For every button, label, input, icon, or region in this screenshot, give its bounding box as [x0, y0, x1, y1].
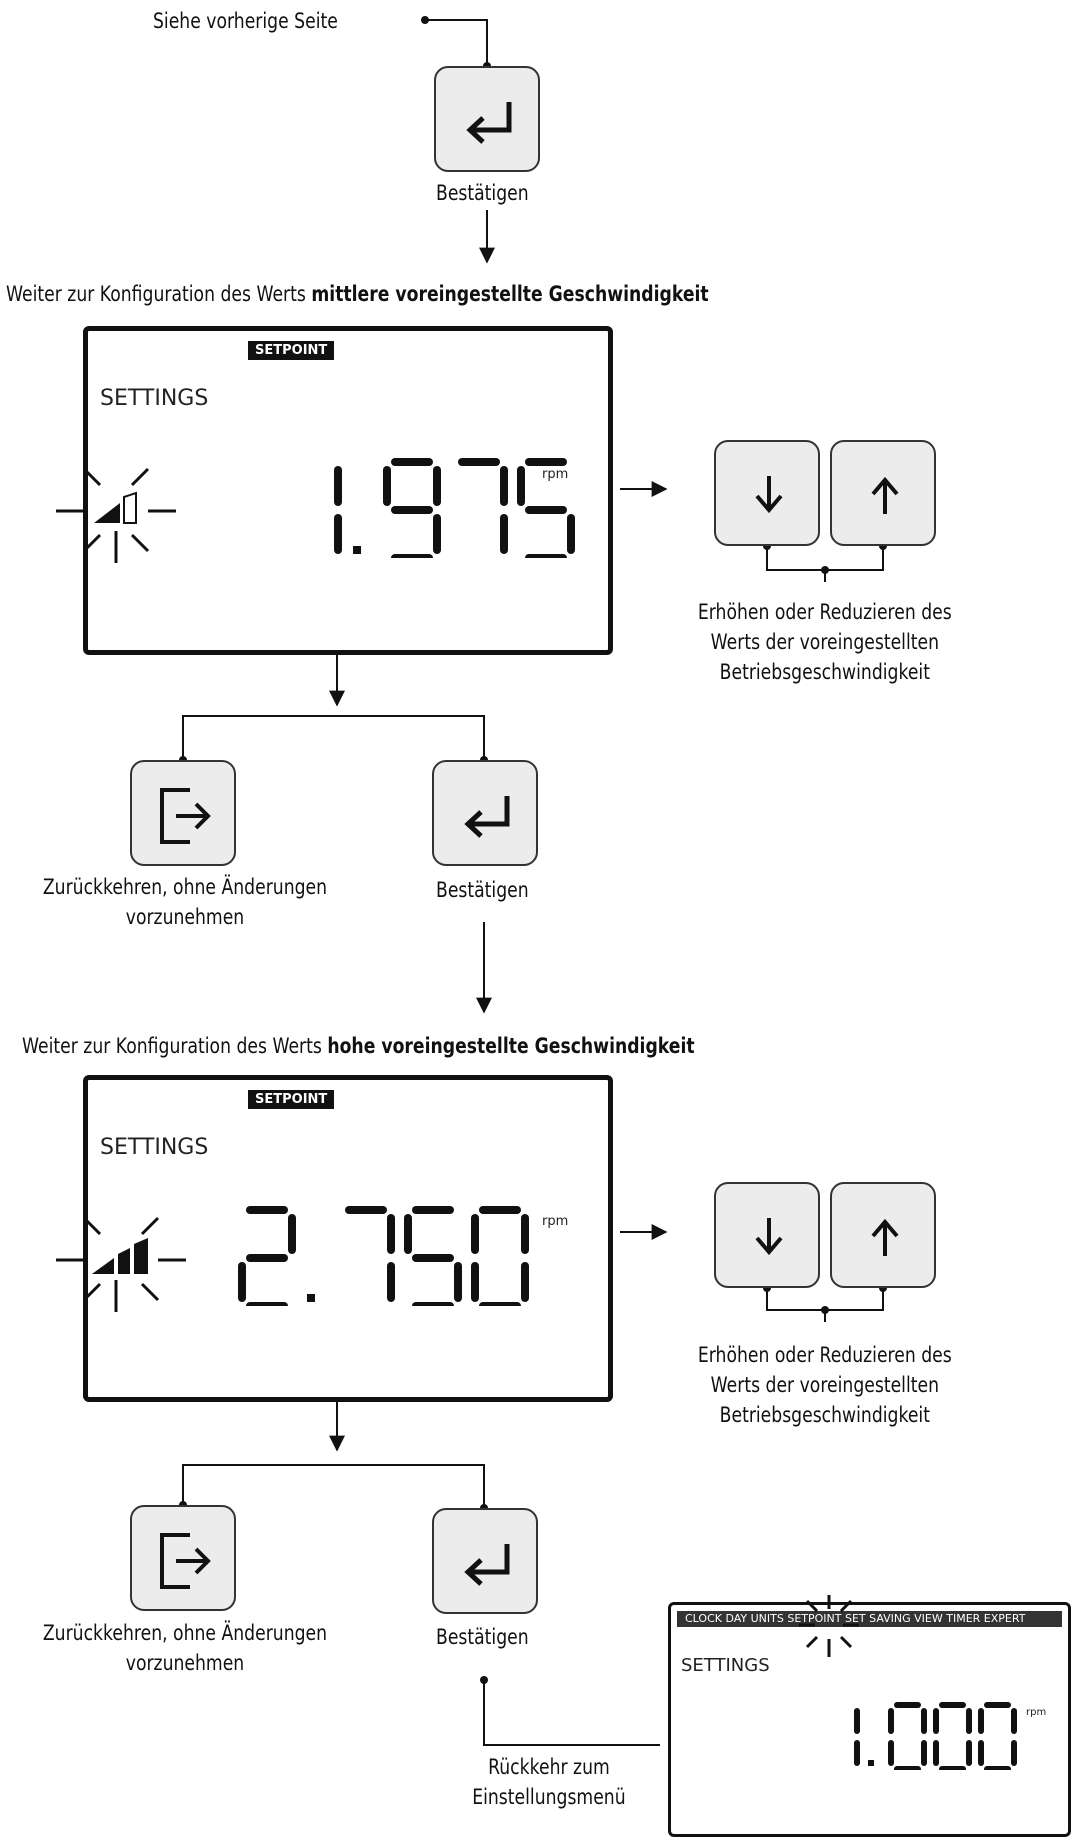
lcd-settings-label: SETTINGS [100, 386, 209, 411]
increase-button[interactable] [830, 1182, 936, 1288]
seven-segment-digits [821, 1702, 1023, 1770]
exit-icon [132, 762, 238, 868]
confirm-label-top: Bestätigen [436, 181, 529, 205]
status-bar: CLOCK DAY UNITS SETPOINT SET SAVING VIEW TIMER EXPERT [677, 1611, 1062, 1627]
lcd-value [238, 1206, 538, 1316]
top-note: Siehe vorherige Seite [153, 9, 338, 33]
confirm-label-medium: Bestätigen [436, 878, 529, 902]
lcd-unit: rpm [542, 467, 569, 482]
connector-top-note [425, 20, 487, 66]
enter-icon [434, 762, 540, 868]
lcd-display-high [83, 1075, 613, 1402]
enter-icon [436, 68, 542, 174]
lcd-unit: rpm [542, 1214, 569, 1229]
lcd-settings-label: SETTINGS [681, 1655, 770, 1676]
lcd-value [284, 458, 554, 568]
back-note-high: Zurückkehren, ohne Änderungen vorzunehmen [42, 1621, 328, 1675]
enter-button[interactable] [434, 66, 540, 172]
lcd-unit: rpm [1026, 1707, 1047, 1718]
split-2 [183, 1465, 484, 1508]
seven-segment-digits [238, 1206, 538, 1306]
adjust-note-medium: Erhöhen oder Reduzieren des Werts der voreingestellten Betriebsgeschwindigkeit [697, 600, 952, 684]
arrow-up-icon [832, 442, 938, 548]
lcd-settings-label: SETTINGS [100, 1135, 209, 1160]
confirm-label-high: Bestätigen [436, 1625, 529, 1649]
increase-button[interactable] [830, 440, 936, 546]
blinking-signal-icon [54, 451, 194, 571]
return-note: Rückkehr zum Einstellungsmenü [472, 1755, 626, 1809]
arrow-up-icon [832, 1184, 938, 1290]
enter-icon [434, 1510, 540, 1616]
setpoint-badge: SETPOINT [248, 1090, 334, 1109]
lcd-settings-menu [668, 1602, 1071, 1837]
seven-segment-digits [284, 458, 584, 558]
connector-return [484, 1680, 660, 1745]
lcd-value [821, 1702, 1031, 1777]
exit-icon [132, 1507, 238, 1613]
exit-button[interactable] [130, 760, 236, 866]
setpoint-badge: SETPOINT [248, 341, 334, 360]
arrow-down-icon [716, 442, 822, 548]
lcd-display-medium [83, 326, 613, 655]
confirm-button[interactable] [432, 760, 538, 866]
blinking-signal-icon [789, 1595, 869, 1665]
heading-medium: Weiter zur Konfiguration des Werts mittlere voreingestellte Geschwindigkeit [6, 282, 709, 306]
arrow-down-icon [716, 1184, 822, 1290]
back-note-medium: Zurückkehren, ohne Änderungen vorzunehmen [42, 875, 328, 929]
split-1 [183, 716, 484, 760]
confirm-button[interactable] [432, 1508, 538, 1614]
decrease-button[interactable] [714, 1182, 820, 1288]
exit-button[interactable] [130, 1505, 236, 1611]
blinking-signal-icon [54, 1200, 204, 1320]
adjust-note-high: Erhöhen oder Reduzieren des Werts der voreingestellten Betriebsgeschwindigkeit [697, 1343, 952, 1427]
decrease-button[interactable] [714, 440, 820, 546]
heading-high: Weiter zur Konfiguration des Werts hohe voreingestellte Geschwindigkeit [22, 1034, 695, 1058]
